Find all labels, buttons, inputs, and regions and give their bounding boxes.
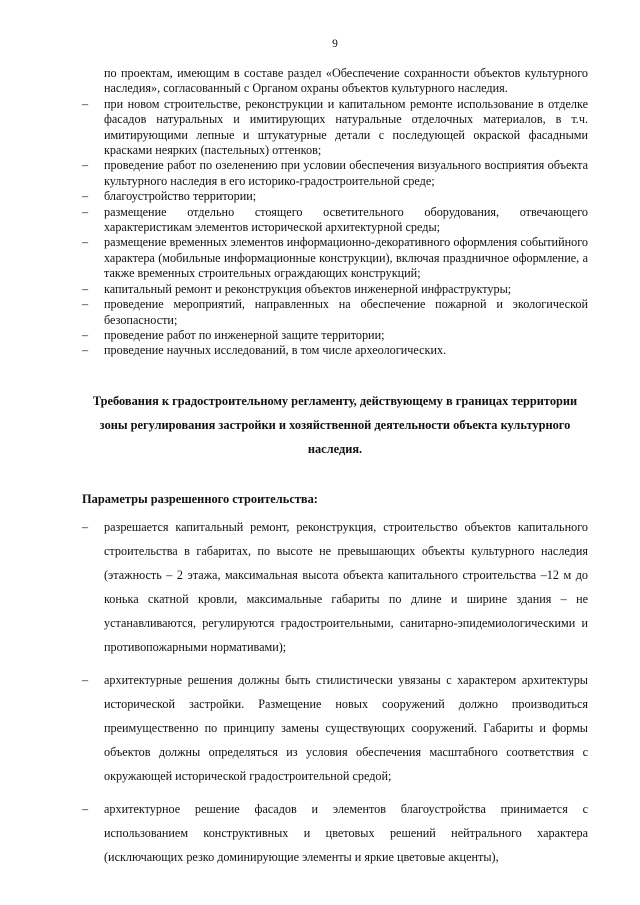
list-dash: – xyxy=(82,519,89,534)
list-item xyxy=(82,297,588,328)
list-item-text: при новом строительстве, реконструкции и капитальном ремонте использование в отделке фасадов натуральных и имитирующих натуральные отделочных материалов, в т.ч. имитирующими лепные и штукатурные детали с последующей окраской фасадными красками неярких (пастельных) оттенков; xyxy=(104,96,588,158)
list-dash: – xyxy=(82,281,89,296)
list-item-text: размещение временных элементов информационно-декоративного оформления событийного характера (мобильные информационные конструкции), включая праздничное оформление, а также временных строительных ограждающих конструкций; xyxy=(104,235,588,281)
list-item-text: капитальный ремонт и реконструкция объектов инженерной инфраструктуры; xyxy=(104,281,512,296)
list-dash: – xyxy=(82,343,89,358)
list-item-text: проведение научных исследований, в том числе археологических. xyxy=(104,343,447,358)
params-list xyxy=(82,515,588,869)
list-item xyxy=(82,797,588,869)
list-item xyxy=(82,189,588,204)
list-item-text: разрешается капитальный ремонт, реконструкция, строительство объектов капитального строительства в габаритах, по высоте не превышающих объекты культурного наследия (этажность – 2 этажа, максимальная высота объекта капитального строительства –12 м до конька скатной кровли, максимальные габариты по длине и ширине здания – не устанавливаются, регулируются градостроительными, санитарно-эпидемиологическими и противопожарными нормативами); xyxy=(104,519,588,654)
list-item xyxy=(82,97,588,159)
list-item xyxy=(82,515,588,659)
list-dash: – xyxy=(82,96,89,111)
list-dash: – xyxy=(82,801,89,816)
list-item-text: проведение мероприятий, направленных на обеспечение пожарной и экологической безопасности; xyxy=(104,297,588,327)
list-item xyxy=(82,343,588,358)
list-item-text: проведение работ по озеленению при условии обеспечения визуального восприятия объекта культурного наследия в его историко-градостроительной среде; xyxy=(104,158,588,188)
continuation-paragraph: по проектам, имеющим в составе раздел «Обеспечение сохранности объектов культурного наследия», согласованный с Органом охраны объектов культурного наследия. xyxy=(104,66,588,96)
list-dash: – xyxy=(82,297,89,312)
list-dash: – xyxy=(82,235,89,250)
list-dash: – xyxy=(82,672,89,687)
list-item xyxy=(82,158,588,189)
list-item-text: благоустройство территории; xyxy=(104,189,257,204)
list-item xyxy=(82,205,588,236)
list-dash: – xyxy=(82,189,89,204)
params-heading: Параметры разрешенного строительства: xyxy=(82,491,318,506)
allowed-works-list xyxy=(82,97,588,359)
list-dash: – xyxy=(82,158,89,173)
list-item xyxy=(82,328,588,343)
list-item-text: размещение отдельно стоящего осветительного оборудования, отвечающего характеристикам элементов исторической архитектурной среды; xyxy=(104,204,588,235)
list-dash: – xyxy=(82,204,89,219)
list-item-text: проведение работ по инженерной защите территории; xyxy=(104,327,385,342)
list-item xyxy=(82,235,588,281)
list-item xyxy=(82,282,588,297)
page-number: 9 xyxy=(332,38,338,50)
list-item-text: архитектурные решения должны быть стилистически увязаны с характером архитектуры исторической застройки. Размещение новых сооружений должно производиться преимущественно по принципу замены существующих сооружений. Габариты и формы объектов должны определяться из условия обеспечения масштабного соответствия с окружающей исторической градостроительной средой; xyxy=(104,672,588,783)
section-heading: Требования к градостроительному регламенту, действующему в границах территории зоны регулирования застройки и хозяйственной деятельности объекта культурного наследия. xyxy=(92,393,578,456)
list-dash: – xyxy=(82,327,89,342)
list-item xyxy=(82,668,588,788)
list-item-text: архитектурное решение фасадов и элементов благоустройства принимается с использованием конструктивных и цветовых решений нейтрального характера (исключающих резко доминирующие элементы и яркие цветовые акценты), xyxy=(104,801,588,864)
